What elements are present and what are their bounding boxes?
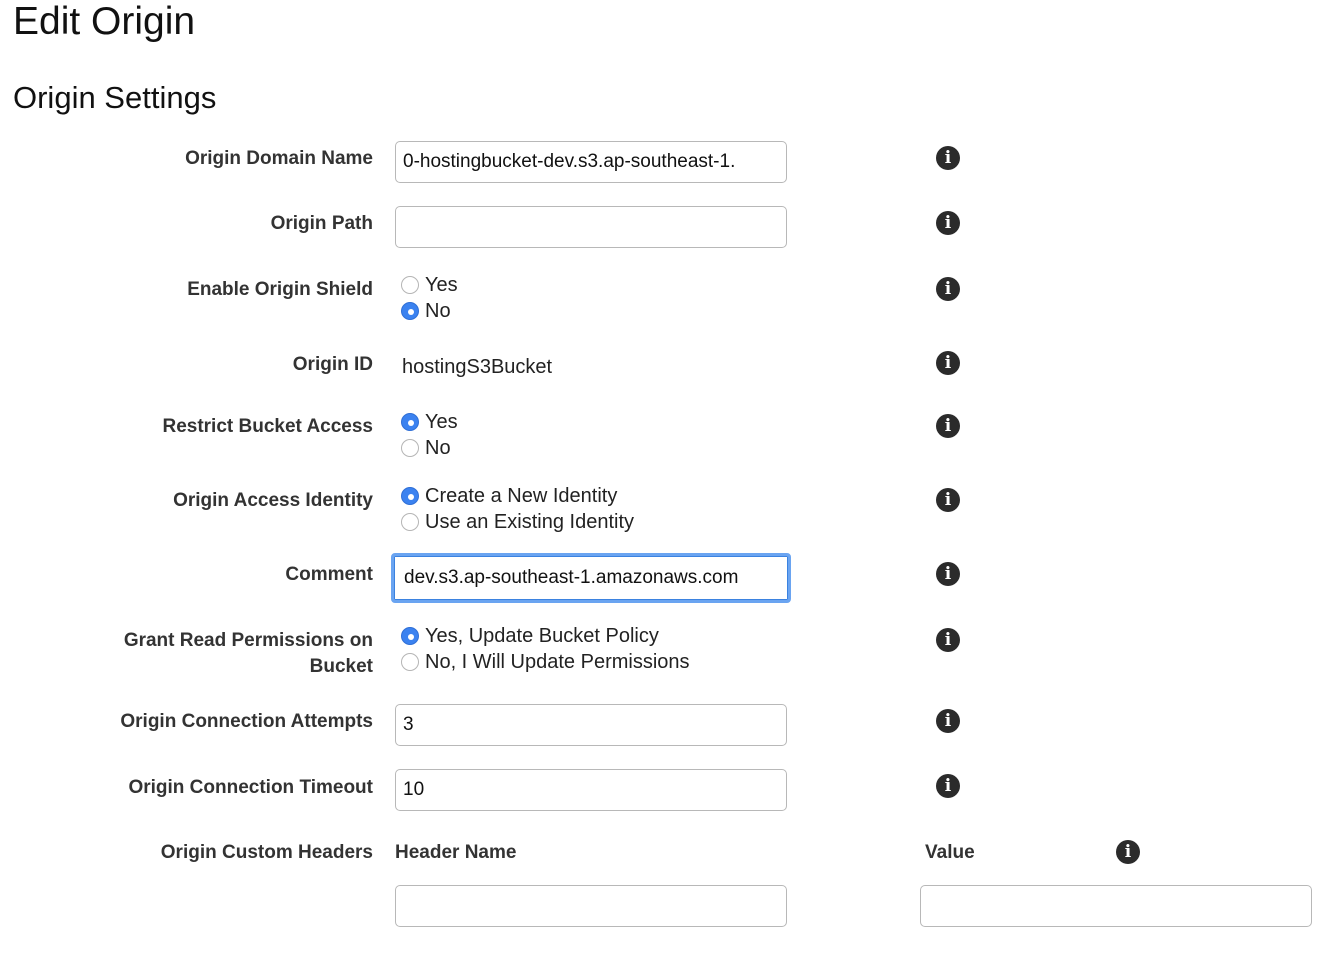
radio-button[interactable] — [401, 653, 419, 671]
enable-origin-shield-label: Enable Origin Shield — [187, 279, 373, 300]
info-icon[interactable]: i — [1116, 840, 1140, 864]
radio-option-label: No, I Will Update Permissions — [425, 650, 690, 673]
origin-access-identity-label: Origin Access Identity — [173, 490, 373, 511]
origin-access-identity-radio-group — [401, 483, 634, 535]
radio-button[interactable] — [401, 439, 419, 457]
page-title: Edit Origin — [13, 0, 196, 43]
origin-path-label: Origin Path — [270, 213, 373, 234]
info-icon[interactable]: i — [936, 488, 960, 512]
radio-button-checked[interactable] — [401, 302, 419, 320]
info-icon[interactable]: i — [936, 414, 960, 438]
radio-option-use-existing-identity[interactable] — [401, 509, 634, 535]
info-icon[interactable]: i — [936, 351, 960, 375]
radio-option-no[interactable] — [401, 298, 458, 324]
origin-domain-name-label: Origin Domain Name — [185, 148, 373, 169]
radio-option-label: Create a New Identity — [425, 484, 618, 507]
radio-option-yes[interactable] — [401, 272, 458, 298]
origin-id-value: hostingS3Bucket — [402, 356, 553, 378]
radio-button-checked[interactable] — [401, 487, 419, 505]
origin-connection-attempts-label: Origin Connection Attempts — [120, 711, 373, 732]
header-name-input[interactable] — [395, 885, 787, 927]
radio-option-no[interactable] — [401, 435, 458, 461]
origin-id-label: Origin ID — [292, 354, 373, 375]
origin-connection-timeout-input[interactable]: 10 — [395, 769, 787, 811]
radio-option-yes[interactable] — [401, 409, 458, 435]
restrict-bucket-access-radio-group — [401, 409, 458, 461]
radio-option-create-new-identity[interactable] — [401, 483, 634, 509]
radio-button[interactable] — [401, 513, 419, 531]
header-value-input[interactable] — [920, 885, 1312, 927]
info-icon[interactable]: i — [936, 709, 960, 733]
radio-button-checked[interactable] — [401, 413, 419, 431]
origin-domain-name-input[interactable]: 0-hostingbucket-dev.s3.ap-southeast-1. — [395, 141, 787, 183]
info-icon[interactable]: i — [936, 562, 960, 586]
radio-option-label: Yes — [425, 410, 458, 433]
radio-option-will-update-permissions[interactable] — [401, 649, 690, 675]
comment-label: Comment — [285, 564, 373, 585]
origin-path-input[interactable] — [395, 206, 787, 248]
info-icon[interactable]: i — [936, 628, 960, 652]
radio-button[interactable] — [401, 276, 419, 294]
restrict-bucket-access-label: Restrict Bucket Access — [162, 416, 373, 437]
radio-option-label: Yes, Update Bucket Policy — [425, 624, 659, 647]
header-value-column-label: Value — [925, 842, 975, 863]
enable-origin-shield-radio-group — [401, 272, 458, 324]
info-icon[interactable]: i — [936, 774, 960, 798]
origin-custom-headers-label: Origin Custom Headers — [160, 842, 373, 863]
info-icon[interactable]: i — [936, 277, 960, 301]
radio-option-label: Yes — [425, 273, 458, 296]
radio-option-label: Use an Existing Identity — [425, 510, 634, 533]
radio-option-update-bucket-policy[interactable] — [401, 623, 690, 649]
comment-input[interactable]: dev.s3.ap-southeast-1.amazonaws.com — [391, 553, 791, 603]
section-title: Origin Settings — [13, 80, 217, 115]
radio-option-label: No — [425, 299, 451, 322]
grant-read-permissions-radio-group — [401, 623, 690, 675]
info-icon[interactable]: i — [936, 146, 960, 170]
origin-connection-attempts-input[interactable]: 3 — [395, 704, 787, 746]
radio-option-label: No — [425, 436, 451, 459]
header-name-column-label: Header Name — [395, 842, 517, 863]
grant-read-permissions-label: Grant Read Permissions on Bucket — [123, 630, 373, 677]
info-icon[interactable]: i — [936, 211, 960, 235]
origin-connection-timeout-label: Origin Connection Timeout — [128, 777, 373, 798]
radio-button-checked[interactable] — [401, 627, 419, 645]
